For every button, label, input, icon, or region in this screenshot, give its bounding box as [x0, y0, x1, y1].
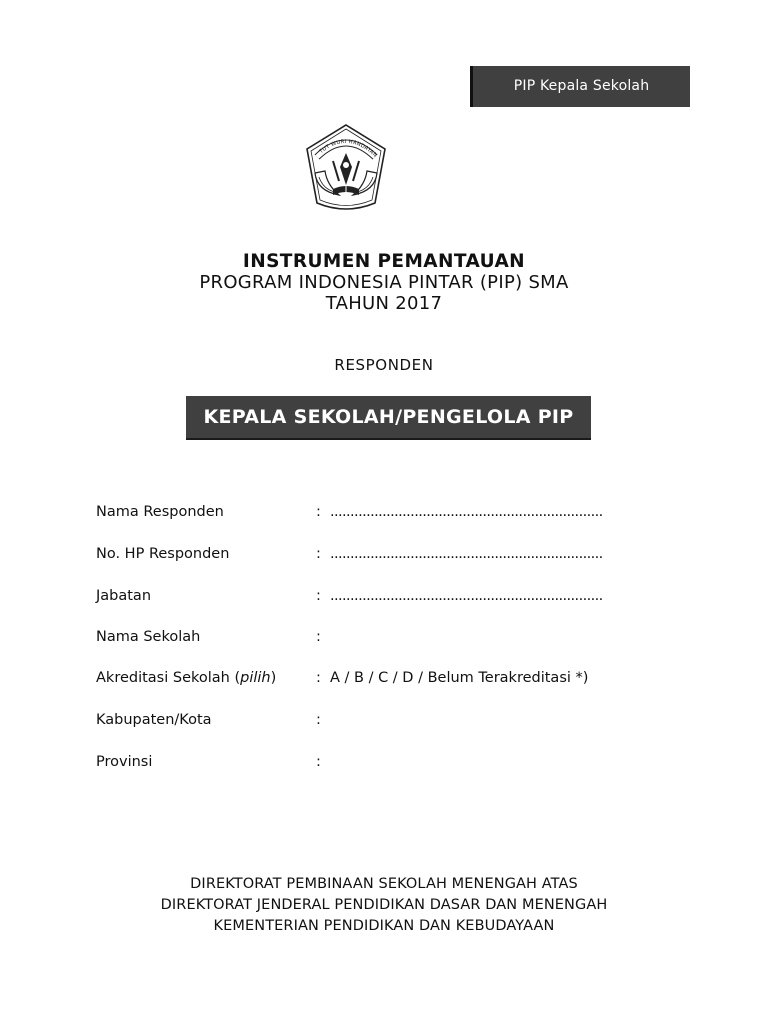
program-name: PROGRAM INDONESIA PINTAR (PIP) SMA [199, 272, 569, 293]
accreditation-options[interactable]: A / B / C / D / Belum Terakreditasi *) [330, 670, 589, 686]
form-row-nama-sekolah [96, 626, 696, 648]
form-row-provinsi [96, 751, 696, 773]
document-tag: PIP Kepala Sekolah [470, 66, 690, 107]
form-row-nama-responden [96, 501, 696, 523]
form-row-jabatan [96, 585, 696, 607]
form-label: Nama Sekolah [96, 629, 201, 645]
form-colon: : [316, 629, 321, 645]
form-label-suffix: ) [270, 670, 277, 686]
footer-line: DIREKTORAT JENDERAL PENDIDIKAN DASAR DAN MENENGAH [160, 897, 608, 913]
form-label-emphasis: pilih [240, 670, 271, 686]
form-row-no-hp [96, 543, 696, 565]
form-fill-line[interactable]: .................................................................... [330, 504, 603, 520]
form-row-kabupaten [96, 709, 696, 731]
respondent-label: RESPONDEN [334, 356, 434, 374]
form-label [96, 667, 276, 689]
form-label: Nama Responden [96, 504, 224, 520]
form-label: Jabatan [96, 588, 152, 604]
form-colon: : [316, 504, 321, 520]
form-row-akreditasi [96, 667, 696, 689]
form-label: Kabupaten/Kota [96, 712, 212, 728]
respondent-role-box: KEPALA SEKOLAH/PENGELOLA PIP [186, 396, 591, 440]
form-label-prefix: Akreditasi Sekolah ( [96, 670, 241, 686]
document-title: INSTRUMEN PEMANTAUAN [242, 251, 526, 272]
footer-line: DIREKTORAT PEMBINAAN SEKOLAH MENENGAH ATAS [190, 876, 578, 892]
program-year: TAHUN 2017 [325, 293, 443, 314]
form-label: Provinsi [96, 754, 153, 770]
form-colon: : [316, 546, 321, 562]
form-fill-line[interactable]: .................................................................... [330, 588, 603, 604]
form-colon: : [316, 670, 321, 686]
form-colon: : [316, 712, 321, 728]
logo-motto: TUT WURI HANDAYAN [318, 138, 379, 159]
footer-line: KEMENTERIAN PENDIDIKAN DAN KEBUDAYAAN [213, 918, 555, 934]
form-colon: : [316, 588, 321, 604]
form-colon: : [316, 754, 321, 770]
tut-wuri-handayani-logo [303, 123, 389, 213]
form-fill-line[interactable]: .................................................................... [330, 546, 603, 562]
form-label: No. HP Responden [96, 546, 230, 562]
